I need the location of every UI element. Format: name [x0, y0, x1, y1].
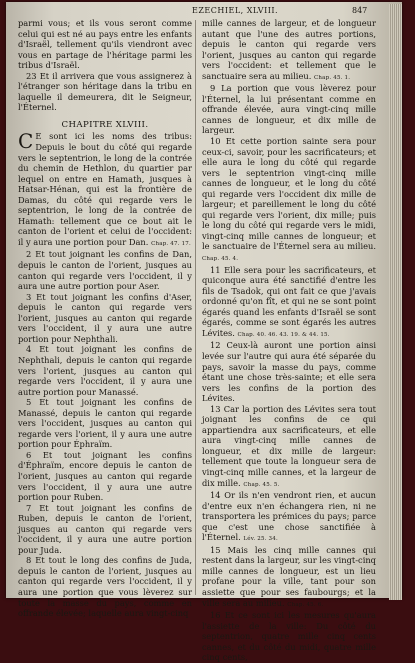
verse-13-text: 13 Car la portion des Lévites sera tout joignant les confins de ce qui appartiendra aux sacrificateurs, et elle aura vingt-cinq mille cannes de longueur, et dix mille de largeur: tellement que toute la longueur sera de vingt-cinq mille cannes, et la largeur de dix mille.	[202, 403, 376, 488]
verse-14	[202, 490, 376, 545]
verse-9: 9 La portion que vous lèverez pour l'Éternel, la lui présentant comme en offrande élevée, aura vingt-cinq mille cannes de longueur, et dix mille de largeur.	[202, 83, 376, 136]
verse-13	[202, 404, 376, 490]
cross-reference: Chap. 45. 6.	[287, 601, 324, 608]
verse-14-text: 14 Or ils n'en vendront rien, et aucun d'entre eux n'en échangera rien, ni ne transportera les prémices du pays; parce que c'est une chose sanctifiée à l'Éternel.	[202, 490, 376, 543]
verse-5: 5 Et tout joignant les confins de Manassé, depuis le canton qui regarde vers l'occident, jusques au canton qui regarde vers l'orient, il y aura une autre portion pour Éphraïm.	[18, 397, 192, 450]
cross-reference: Chap. 45. 4.	[202, 256, 239, 263]
right-column	[202, 18, 376, 663]
column-divider	[195, 20, 196, 595]
verse-8-continued	[202, 18, 376, 83]
cross-reference: Lév. 25. 34.	[243, 536, 278, 543]
page-edge	[389, 4, 402, 600]
verse-6: 6 Et tout joignant les confins d'Éphraïm, encore depuis le canton de l'orient, jusques au canton qui regarde vers l'occident, il y aura une autre portion pour Ruben.	[18, 449, 192, 503]
verse-2: 2 Et tout joignant les confins de Dan, depuis le canton de l'orient, jusques au canton qui regarde vers l'occident, il y aura une autre portion pour Aser.	[18, 249, 192, 292]
verse-10-text: 10 Et cette portion sainte sera pour ceux-ci, savoir, pour les sacrificateurs; et elle aura le long du côté qui regarde vers le septentrion vingt-cinq mille cannes de longueur, et le long du côté qui regarde vers l'occident dix mille de largeur; et pareillement le long du côté qui regarde vers l'orient, dix mille; puis le long du côté qui regarde vers le midi, vingt-cinq mille cannes de longueur; et le sanctuaire de l'Éternel sera au milieu.	[202, 136, 376, 252]
verse-3: 3 Et tout joignant les confins d'Aser, depuis le canton qui regarde vers l'orient, jusques au canton qui regarde vers l'occident, il y aura une autre portion pour Nephthali.	[18, 291, 192, 344]
verse-11	[202, 265, 376, 341]
verse-7: 7 Et tout joignant les confins de Ruben, depuis le canton de l'orient, jusques au canton qui regarde vers l'occident, il y aura une autre portion pour Juda.	[18, 502, 192, 555]
drop-cap: C	[18, 129, 34, 154]
verse-1-text: E sont ici les noms des tribus: Depuis le bout du côté qui regarde vers le septentrion, le long de la contrée du chemin de Hethlon, du quartier par lequel on entre en Hamath, jusques à Hatsar-Hénan, qui est la frontière de Damas, du côté qui regarde vers le septentrion, le long de la contrée de Hamath: tellement que ce bout ait le canton de l'orient et celui de l'occident: il y aura une portion pour Dan.	[18, 131, 192, 247]
verse-15-text: 15 Mais les cinq mille cannes qui restent dans la largeur, sur les vingt-cinq mille cannes de longueur, est un lieu profane pour la ville, tant pour son assiette que pour ses faubourgs; et la ville sera au milieu.	[202, 544, 376, 608]
verse-10	[202, 136, 376, 265]
page-number: 847	[352, 6, 368, 15]
running-header	[6, 6, 402, 18]
chapter-heading: CHAPITRE XLVIII.	[61, 119, 149, 130]
verse-opening: parmi vous; et ils vous seront comme celui qui est né au pays entre les enfants d'Israël, tellement qu'ils viendront avec vous en partage de l'héritage parmi les tribus d'Israël.	[18, 18, 192, 71]
bible-page	[6, 2, 402, 663]
book-chapter-title: EZECHIEL, XLVIII.	[192, 6, 279, 15]
verse-11-text: 11 Elle sera pour les sacrificateurs, et quiconque aura été sanctifié d'entre les fils de Tsadok, qui ont fait ce que j'avais ordonné qu'on fît, et qui ne se sont point égarés quand les enfants d'Israël se sont égarés, comme se sont égarés les autres Lévites.	[202, 264, 376, 338]
verse-15	[202, 545, 376, 610]
verse-12: 12 Ceux-là auront une portion ainsi levée sur l'autre qui aura été séparée du pays, savoir la masse du pays, comme étant une chose très-sainte; et elle sera vers les confins de la portion des Lévites.	[202, 340, 376, 404]
verse-4: 4 Et tout joignant les confins de Nephthali, depuis le canton qui regarde vers l'orient, jusques au canton qui regarde vers l'occident, il y aura une autre portion pour Manassé.	[18, 344, 192, 397]
verse-16: 16 Et ce sont ici les mesures qu'aura l'assiette de la ville: Du côté du septentrion, quatre mille cinq cents cannes, et du côté du midi, quatre mille cinq cents,	[202, 610, 376, 663]
verse-8: 8 Et tout le long des confins de Juda, depuis le canton de l'orient, jusques au canton qui regarde vers l'occident, il y aura une portion que vous lèverez sur toute la masse du pays, comme en offrande élevée; laquelle aura vingt-cinq	[18, 555, 192, 619]
cross-reference: Chap. 45. 5.	[243, 481, 280, 488]
verse-23: 23 Et il arrivera que vous assignerez à l'étranger son héritage dans la tribu en laquelle il demeurera, dit le Seigneur, l'Éternel.	[18, 70, 192, 113]
cross-reference: Chap. 45. 1.	[314, 74, 351, 81]
verse-1	[18, 131, 192, 249]
verse-8-continued-text: mille cannes de largeur, et de longueur autant que l'une des autres portions, depuis le canton qui regarde vers l'orient, jusques au canton qui regarde vers l'occident: et tellement que le sanctuaire sera au milieu.	[202, 18, 376, 81]
cross-reference: Chap. 40. 46. 43. 19. & 44. 15.	[237, 331, 330, 338]
left-column	[18, 18, 192, 619]
cross-reference: Chap. 47. 17.	[151, 240, 191, 247]
